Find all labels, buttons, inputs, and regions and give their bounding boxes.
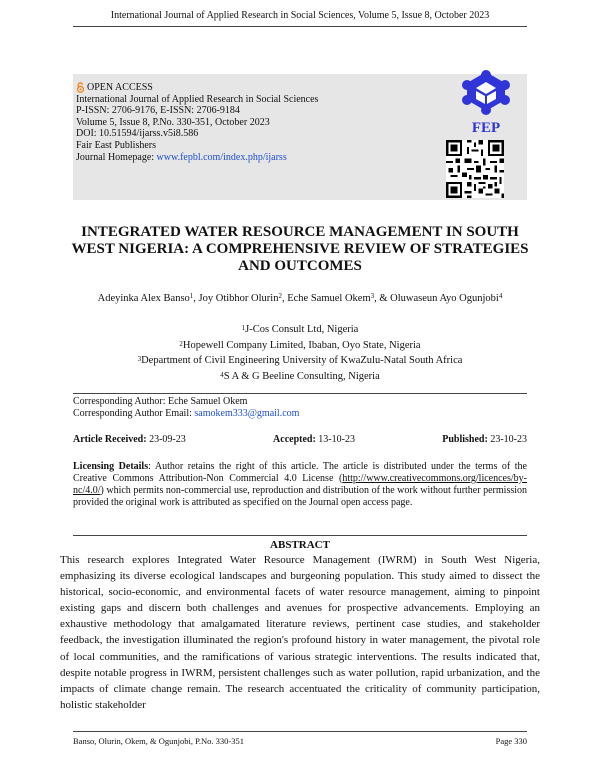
license-link[interactable]: http://www.creativecommons.org/licences/by-nc/4.0/ xyxy=(73,472,527,496)
author-sup: 4 xyxy=(498,292,503,300)
accepted-value: 13-10-23 xyxy=(315,434,355,445)
author-sup: 3 xyxy=(370,292,375,300)
author-separator: , xyxy=(193,293,199,304)
abstract-heading: ABSTRACT xyxy=(270,539,330,551)
open-access-icon xyxy=(76,82,85,93)
received-label: Article Received: xyxy=(73,434,147,445)
author-sup: 1 xyxy=(189,292,194,300)
homepage-line xyxy=(76,152,318,164)
accepted-label: Accepted: xyxy=(273,434,316,445)
corresponding-email-line xyxy=(73,408,299,420)
logo-text: FEP xyxy=(471,120,501,136)
affiliation xyxy=(0,338,600,354)
corresponding-email-link[interactable]: samokem333@gmail.com xyxy=(194,407,300,419)
divider-rule xyxy=(73,393,527,394)
footer-citation: Banso, Olurin, Okem, & Ogunjobi, P.No. 330-351 xyxy=(73,736,244,746)
affiliation-text: S A & G Beeline Consulting, Nigeria xyxy=(223,370,380,382)
author-name: Adeyinka Alex Banso xyxy=(97,293,190,304)
journal-info xyxy=(76,82,318,163)
author-separator: , & xyxy=(374,293,391,304)
published-label: Published: xyxy=(442,434,488,445)
running-head: International Journal of Applied Research in Social Sciences, Volume 5, Issue 8, October 2023 xyxy=(110,10,490,21)
author-sup: 2 xyxy=(278,292,282,300)
affiliation-sup: 3 xyxy=(137,355,142,363)
affiliation-sup: 1 xyxy=(241,324,246,332)
affiliation-sup: 4 xyxy=(220,370,224,379)
page-number: Page 330 xyxy=(495,736,527,746)
licensing-label: Licensing Details xyxy=(73,461,149,472)
accepted-date xyxy=(273,434,355,445)
homepage-link[interactable]: www.fepbl.com/index.php/ijarss xyxy=(156,151,287,163)
licensing-text: : Author retains the right of this article. The article is distributed under the terms of the Creative Commons Attribution-Non Commercial 4.0 License ( xyxy=(73,461,527,484)
footer-rule xyxy=(73,731,527,732)
abstract-text: This research explores Integrated Water Resource Management (IWRM) in South West Nigeria, emphasizing its diverse ecological landscapes and burgeoning population. This study aimed to dissect the historical, socio-economic, and environmental facets of water resource management, aiming to pinpoint existing gaps and discern both challenges and avenues for prospective advancements. Employing an exhaustive methodology that amalgamated literature reviews, pertinent case studies, and stakeholder feedback, the investigation illuminated the region's profound history in water management, the pivotal role of local communities, and the ramifications of various strategic interventions. The results indicated that, despite notable progress in IWRM, persistent challenges such as water pollution, rapid urbanization, and the impacts of climate change remain. The research accentuated the criticality of community participation, holistic stakeholder xyxy=(60,554,540,711)
received-value: 23-09-23 xyxy=(146,434,186,445)
qr-code[interactable] xyxy=(446,140,504,198)
author-name: Oluwaseun Ayo Ogunjobi xyxy=(390,293,499,304)
article-title: INTEGRATED WATER RESOURCE MANAGEMENT IN SOUTH WEST NIGERIA: A COMPREHENSIVE REVIEW OF STRATEGIES AND OUTCOMES xyxy=(71,224,529,274)
affiliation-text: Hopewell Company Limited, Ibaban, Oyo State, Nigeria xyxy=(182,339,421,351)
fep-logo xyxy=(447,70,525,136)
journal-name: International Journal of Applied Research in Social Sciences xyxy=(76,93,319,105)
affiliation xyxy=(0,369,600,385)
homepage-label: Journal Homepage: xyxy=(76,151,157,163)
author-list xyxy=(0,293,600,304)
licensing-text-cont: ) which permits non-commercial use, reproduction and distribution of the work without further permission provided the original work is attributed as specified on the Journal open access page. xyxy=(73,484,527,508)
licensing-details xyxy=(73,461,527,509)
corresponding-author: Corresponding Author: Eche Samuel Okem xyxy=(73,396,248,407)
affiliation xyxy=(0,322,600,338)
abstract-rule xyxy=(73,535,527,536)
open-access-label: OPEN ACCESS xyxy=(87,82,153,93)
issn: P-ISSN: 2706-9176, E-ISSN: 2706-9184 xyxy=(76,105,240,117)
corresponding-email-label: Corresponding Author Email: xyxy=(73,407,195,419)
published-date xyxy=(442,434,527,445)
corresponding-info xyxy=(73,396,299,419)
volume-info: Volume 5, Issue 8, P.No. 330-351, October 2023 xyxy=(76,116,270,128)
author-name: Joy Otibhor Olurin xyxy=(198,293,279,304)
doi: DOI: 10.51594/ijarss.v5i8.586 xyxy=(76,128,199,140)
affiliation-text: J-Cos Consult Ltd, Nigeria xyxy=(245,324,359,335)
open-access-line xyxy=(76,82,318,94)
article-dates xyxy=(73,434,527,445)
author-separator: , xyxy=(281,293,288,304)
header-rule xyxy=(73,26,527,27)
affiliation-sup: 2 xyxy=(179,339,183,348)
publisher: Fair East Publishers xyxy=(76,139,156,151)
affiliation-list xyxy=(0,322,600,384)
received-date xyxy=(73,434,186,445)
author-name: Eche Samuel Okem xyxy=(287,293,371,304)
affiliation-text: Department of Civil Engineering University of KwaZulu-Natal South Africa xyxy=(141,355,463,366)
published-value: 23-10-23 xyxy=(487,434,527,445)
affiliation xyxy=(0,353,600,369)
